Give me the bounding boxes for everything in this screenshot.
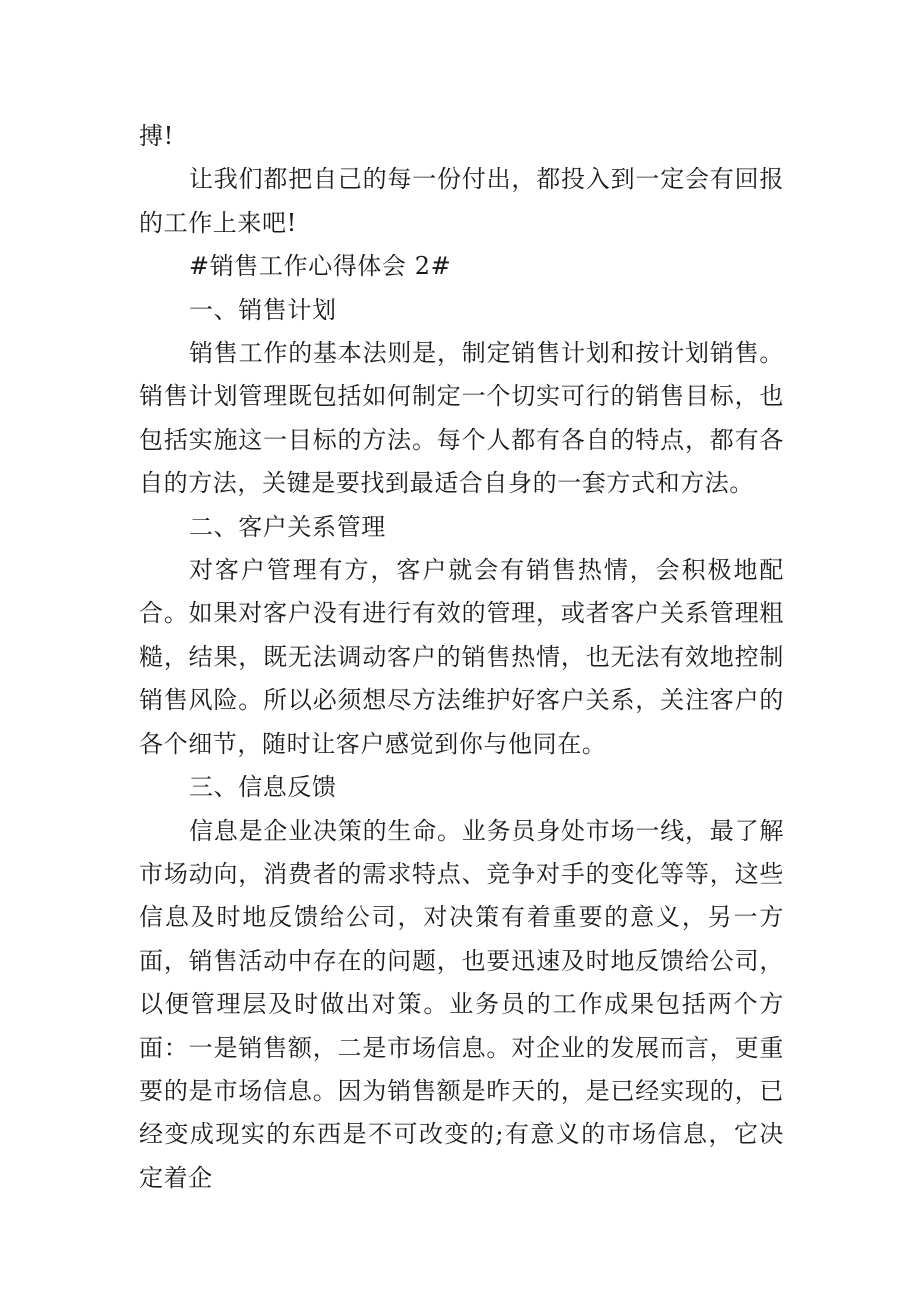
document-body (139, 115, 784, 1200)
heading-sales-plan: 一、销售计划 (189, 295, 337, 324)
paragraph-continuation: 搏! (139, 122, 174, 150)
paragraph-information-feedback: 信息是企业决策的生命。业务员身处市场一线，最了解市场动向，消费者的需求特点、竞争对手的变化等等，这些信息及时地反馈给公司，对决策有着重要的意义，另一方面，销售活动中存在的问题，也要迅速及时地反馈给公司，以便管理层及时做出对策。业务员的工作成果包括两个方面：一是销售额，二是市场信息。对企业的发展而言，更重要的是市场信息。因为销售额是昨天的，是已经实现的，已经变成现实的东西是不可改变的;有意义的市场信息，它决定着企 (139, 816, 784, 1192)
paragraph-customer-relations: 对客户管理有方，客户就会有销售热情，会积极地配合。如果对客户没有进行有效的管理，或者客户关系管理粗糙，结果，既无法调动客户的销售热情，也无法有效地控制销售风险。所以必须想尽方法维护好客户关系，关注客户的各个细节，随时让客户感觉到你与他同在。 (139, 556, 784, 758)
heading-information-feedback: 三、信息反馈 (189, 773, 337, 802)
paragraph-closing-call: 让我们都把自己的每一份付出，都投入到一定会有回报的工作上来吧! (139, 165, 784, 237)
section-heading-article-2: #销售工作心得体会 2# (189, 252, 452, 281)
heading-customer-relations: 二、客户关系管理 (189, 512, 386, 541)
paragraph-sales-plan: 销售工作的基本法则是，制定销售计划和按计划销售。销售计划管理既包括如何制定一个切实可行的销售目标，也包括实施这一目标的方法。每个人都有各自的特点，都有各自的方法，关键是要找到最适合自身的一套方式和方法。 (139, 339, 784, 498)
